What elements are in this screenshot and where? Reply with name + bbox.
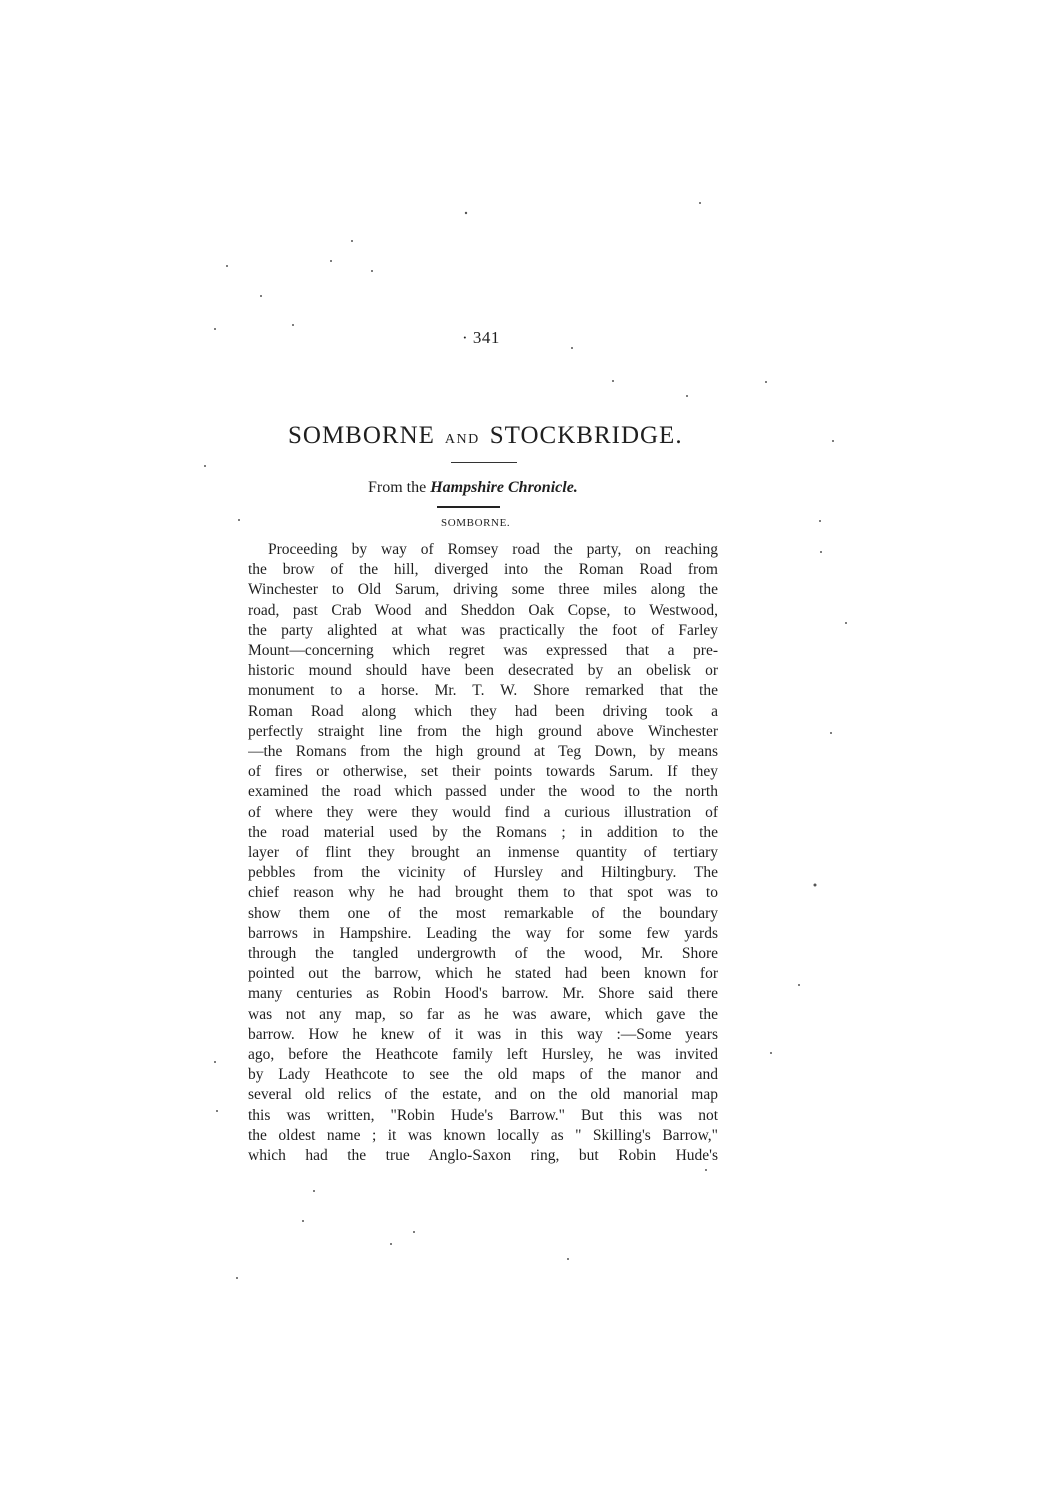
body-line: historic mound should have been desecrated by an obelisk or (248, 662, 718, 680)
title-part-somborne: SOMBORNE (288, 422, 435, 449)
body-line: of fires or otherwise, set their points towards Sarum. If they (248, 763, 718, 781)
body-line: the oldest name ; it was known locally as " Skilling's Barrow," (248, 1126, 718, 1144)
title-divider (451, 462, 517, 463)
body-line: several old relics of the estate, and on the old manorial map (248, 1086, 718, 1104)
body-line: was not any map, so far as he was aware, which gave the (248, 1005, 718, 1023)
body-line: barrows in Hampshire. Leading the way for some few yards (248, 924, 718, 942)
body-line: Winchester to Old Sarum, driving some three miles along the (248, 581, 718, 599)
body-line: by Lady Heathcote to see the old maps of the manor and (248, 1066, 718, 1084)
body-line: monument to a horse. Mr. T. W. Shore remarked that the (248, 682, 718, 700)
body-line: perfectly straight line from the high ground above Winchester (248, 722, 718, 740)
body-line: the brow of the hill, diverged into the Roman Road from (248, 561, 718, 579)
body-line: chief reason why he had brought them to that spot was to (248, 884, 718, 902)
body-line: this was written, "Robin Hude's Barrow." But this was not (248, 1106, 718, 1124)
source-line (368, 479, 578, 497)
body-line: examined the road which passed under the wood to the north (248, 783, 718, 801)
title-and: AND (444, 432, 480, 447)
body-line: show them one of the most remarkable of the boundary (248, 904, 718, 922)
source-prefix: From the (368, 479, 427, 496)
body-line: through the tangled undergrowth of the wood, Mr. Shore (248, 945, 718, 963)
body-line: barrow. How he knew of it was in this way :—Some years (248, 1025, 718, 1043)
body-line: —the Romans from the high ground at Teg Down, by means (248, 743, 718, 761)
body-line: which had the true Anglo-Saxon ring, but Robin Hude's (248, 1147, 718, 1165)
title-part-stockbridge: STOCKBRIDGE. (489, 422, 683, 449)
body-line: Proceeding by way of Romsey road the party, on reaching (268, 541, 718, 558)
page-title (288, 422, 688, 450)
section-heading: SOMBORNE. (441, 517, 511, 529)
body-text (248, 540, 718, 1166)
body-line: layer of flint they brought an inmense quantity of tertiary (248, 844, 718, 862)
page-number: · 341 (462, 328, 500, 347)
body-line: Mount—concerning which regret was expressed that a pre- (248, 642, 718, 660)
body-line: of where they were they would find a curious illustration of (248, 803, 718, 821)
body-line: pebbles from the vicinity of Hursley and Hiltingbury. The (248, 864, 718, 882)
source-divider (437, 506, 500, 508)
body-line: Roman Road along which they had been driving took a (248, 702, 718, 720)
body-line: ago, before the Heathcote family left Hursley, he was invited (248, 1046, 718, 1064)
body-line: many centuries as Robin Hood's barrow. Mr. Shore said there (248, 985, 718, 1003)
body-line: road, past Crab Wood and Sheddon Oak Copse, to Westwood, (248, 601, 718, 619)
body-line: pointed out the barrow, which he stated had been known for (248, 965, 718, 983)
body-line: the road material used by the Romans ; in addition to the (248, 823, 718, 841)
body-line: the party alighted at what was practically the foot of Farley (248, 621, 718, 639)
source-publication: Hampshire Chronicle. (430, 479, 578, 496)
